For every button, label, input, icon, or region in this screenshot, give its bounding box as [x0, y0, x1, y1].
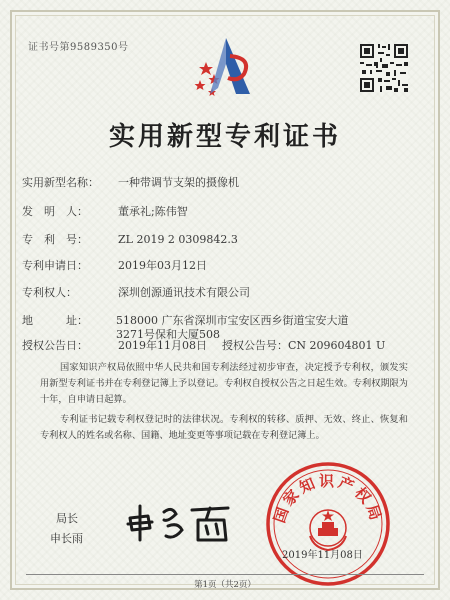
field-value: 深圳创源通讯技术有限公司: [118, 286, 250, 299]
official-seal-stamp: [262, 458, 394, 590]
field-label: 实用新型名称：: [22, 176, 99, 189]
field-value: 2019年03月12日: [118, 259, 207, 272]
field-label: 授权公告号：: [222, 339, 288, 352]
field-label: 授权公告日：: [22, 339, 88, 352]
national-emblem-icon: [310, 510, 346, 550]
field-value: 518000 广东省深圳市宝安区西乡街道宝安大道3271号保和大厦508: [116, 314, 349, 341]
qr-code-icon: [360, 44, 408, 92]
signer-name: 申长雨: [50, 532, 83, 545]
field-value: 一种带调节支架的摄像机: [118, 176, 239, 189]
field-label: 专利申请日：: [22, 259, 88, 272]
certificate-title: 实用新型专利证书: [108, 122, 341, 152]
seal-text: 国家知识产权局: [270, 472, 386, 526]
footer-divider: [26, 574, 424, 575]
handwritten-signature: [124, 500, 244, 544]
statement-paragraph-2: 专利证书记载专利权登记时的法律状况。专利权的转移、质押、无效、终止、恢复和专利权人的姓名或名称、国籍、地址变更等事项记载在专利登记簿上。: [40, 414, 408, 441]
field-label: 专利权人：: [22, 286, 77, 299]
field-label: 专 利 号：: [22, 233, 88, 246]
seal-date: 2019年11月08日: [282, 550, 363, 561]
field-label: 地 址：: [22, 314, 88, 327]
field-label: 发 明 人：: [22, 205, 88, 218]
statement-paragraph-1: 国家知识产权局依照中华人民共和国专利法经过初步审查，决定授予专利权，颁发实用新型专利证书并在专利登记簿上予以登记。专利权自授权公告之日起生效。专利权期限为十年，自申请日起算。: [40, 362, 408, 405]
field-value: 董承礼;陈伟智: [118, 205, 188, 218]
field-value: CN 209604801 U: [288, 339, 386, 352]
patent-office-logo-icon: [192, 34, 260, 98]
page-footer: 第1页（共2页）: [194, 580, 256, 590]
field-value: ZL 2019 2 0309842.3: [118, 233, 238, 246]
certificate-number: 证书号第9589350号: [28, 42, 129, 53]
field-value: 2019年11月08日: [118, 339, 207, 352]
signer-title: 局长: [56, 512, 78, 525]
